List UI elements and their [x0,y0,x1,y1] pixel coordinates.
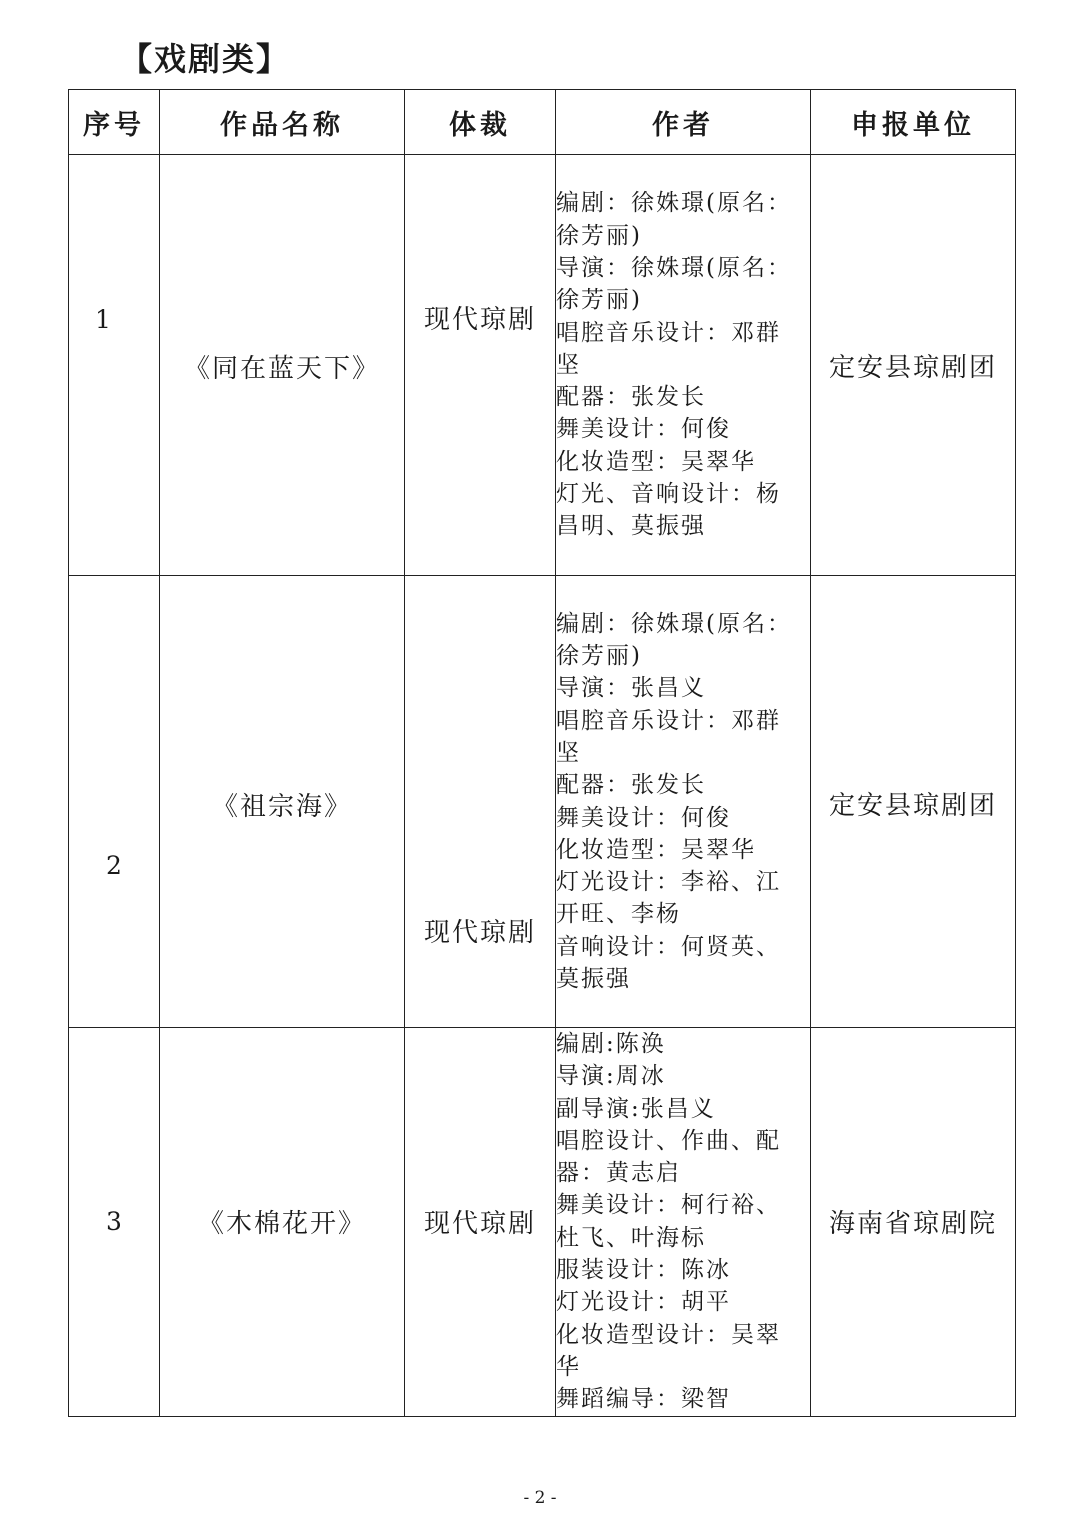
author-line: 配器：张发长 [556,772,706,799]
author-line: 配器：张发长 [556,384,706,411]
section-title: 【戏剧类】 [120,40,291,78]
row-genre: 现代琼剧 [405,1028,556,1417]
author-line: 音响设计：何贤英、 [556,933,781,960]
author-line: 副导演:张昌义 [556,1095,716,1122]
author-line: 灯光设计：胡平 [556,1289,731,1316]
table-header-row [69,90,1016,155]
row-work-name [160,576,405,1028]
table-row [69,155,1016,576]
author-line: 昌明、莫振强 [556,513,706,540]
row-serial-text: 1 [95,305,111,334]
header-serial-number: 序号 [69,90,160,155]
table-row [69,576,1016,1028]
row-authors [556,155,811,576]
row-submitting-unit: 海南省琼剧院 [811,1028,1016,1417]
author-line: 导演：徐姝璟(原名： [556,254,792,281]
author-line: 坚 [556,739,581,766]
works-table [68,89,1016,1417]
row-serial-text: 2 [106,851,122,880]
author-line: 灯光、音响设计：杨 [556,481,781,508]
author-line: 化妆造型：吴翠华 [556,836,756,863]
author-line: 徐芳丽) [556,222,642,249]
row-genre-text: 现代琼剧 [423,918,536,948]
author-line: 舞美设计：柯行裕、 [556,1192,781,1219]
author-line: 灯光设计：李裕、江 [556,869,781,896]
row-authors [556,576,811,1028]
row-submitting-unit-text: 定安县琼剧团 [828,791,997,821]
author-line: 服装设计：陈冰 [556,1257,731,1284]
author-line: 化妆造型设计：吴翠 [556,1321,781,1348]
author-line: 徐芳丽) [556,643,642,670]
row-work-name [160,155,405,576]
row-genre [405,155,556,576]
row-serial-number: 3 [69,1028,160,1417]
author-line: 舞美设计：何俊 [556,416,731,443]
page-number: - 2 - [523,1488,557,1508]
table-row [69,1028,1016,1417]
author-line: 莫振强 [556,965,631,992]
author-line: 唱腔音乐设计：邓群 [556,707,781,734]
author-line: 器：黄志启 [556,1160,681,1187]
author-line: 导演:周冰 [556,1063,666,1090]
author-line: 徐芳丽) [556,287,642,314]
row-genre [405,576,556,1028]
author-line: 唱腔音乐设计：邓群 [556,319,781,346]
row-work-name: 《木棉花开》 [160,1028,405,1417]
row-submitting-unit: 定安县琼剧团 [811,155,1016,576]
author-line: 导演：张昌义 [556,675,706,702]
row-work-name-text: 《祖宗海》 [211,792,352,822]
author-line: 编剧:陈涣 [556,1031,666,1057]
author-line: 舞美设计：何俊 [556,804,731,831]
header-genre: 体裁 [405,90,556,155]
row-work-name-text: 《同在蓝天下》 [183,354,380,384]
row-serial-number [69,155,160,576]
author-line: 唱腔设计、作曲、配 [556,1127,781,1154]
row-authors [556,1028,811,1417]
author-line: 舞蹈编导：梁智 [556,1386,731,1413]
author-line: 化妆造型：吴翠华 [556,448,756,475]
row-genre-text: 现代琼剧 [423,305,536,335]
author-line: 坚 [556,351,581,378]
row-serial-number [69,576,160,1028]
row-submitting-unit [811,576,1016,1028]
header-submitting-unit: 申报单位 [811,90,1016,155]
header-work-name: 作品名称 [160,90,405,155]
author-line: 华 [556,1353,581,1380]
author-line: 杜飞、叶海标 [556,1224,706,1251]
author-line: 编剧：徐姝璟(原名： [556,190,792,217]
author-line: 编剧：徐姝璟(原名： [556,610,792,637]
author-line: 开旺、李杨 [556,901,681,928]
header-authors: 作者 [556,90,811,155]
